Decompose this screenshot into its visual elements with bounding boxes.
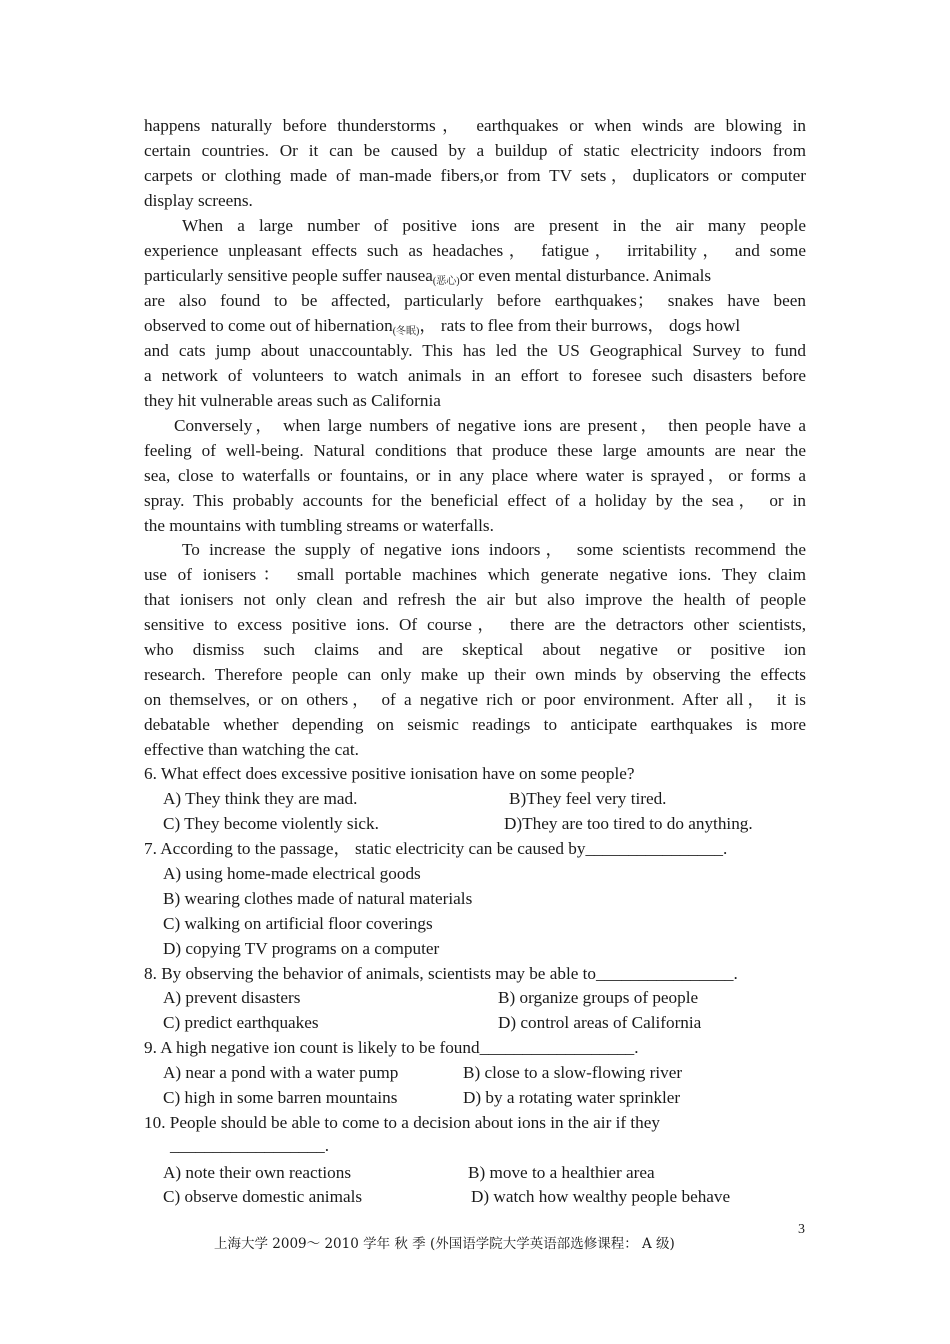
- option-b: B)They feel very tired.: [509, 789, 667, 808]
- option-a: A) note their own reactions: [163, 1163, 352, 1182]
- text: observed to come out of hibernation: [144, 316, 393, 335]
- gloss-hibernation: (冬眠): [392, 326, 420, 337]
- passage-line: To increase the supply of negative ions indoors， some scientists recommend the: [182, 540, 806, 559]
- option-c: C) high in some barren mountains: [163, 1088, 398, 1107]
- passage-line: sensitive to excess positive ions. Of course， there are the detractors other scientists,: [144, 615, 806, 634]
- option-d: D) control areas of California: [498, 1013, 702, 1032]
- text: or even mental disturbance. Animals: [459, 266, 712, 285]
- answer-blank: __________________.: [170, 1136, 329, 1155]
- option-b: B) wearing clothes made of natural materials: [163, 889, 473, 908]
- passage-line: spray. This probably accounts for the beneficial effect of a holiday by the sea， or in: [144, 491, 806, 510]
- passage-line: are also found to be affected, particularly before earthquakes； snakes have been: [144, 291, 806, 310]
- option-a: A) prevent disasters: [163, 988, 301, 1007]
- passage-line: display screens.: [144, 191, 253, 210]
- question-stem: 10. People should be able to come to a decision about ions in the air if they: [144, 1113, 660, 1132]
- question-stem: 6. What effect does excessive positive ionisation have on some people?: [144, 764, 635, 783]
- option-d: D)They are too tired to do anything.: [504, 814, 753, 833]
- option-b: B) organize groups of people: [498, 988, 699, 1007]
- passage-line: feeling of well-being. Natural conditions that produce these large amounts are near the: [144, 441, 806, 460]
- passage-line: Conversely， when large numbers of negative ions are present， then people have a: [174, 416, 806, 435]
- footer-course-info: 上海大学 2009～ 2010 学年 秋 季 (外国语学院大学英语部选修课程： A 级): [214, 1236, 675, 1252]
- gloss-nausea: (恶心): [432, 276, 460, 287]
- text: particularly sensitive people suffer nausea: [144, 266, 433, 285]
- passage-line: research. Therefore people can only make up their own minds by observing the effects: [144, 665, 806, 684]
- option-d: D) watch how wealthy people behave: [471, 1187, 731, 1206]
- question-stem: 9. A high negative ion count is likely to be found__________________.: [144, 1038, 639, 1057]
- page-number: 3: [798, 1222, 805, 1237]
- question-stem: 7. According to the passage， static electricity can be caused by________________.: [144, 839, 728, 858]
- passage-line: When a large number of positive ions are present in the air many people: [182, 216, 806, 235]
- passage-line: happens naturally before thunderstorms， earthquakes or when winds are blowing in: [144, 116, 806, 135]
- passage-line: that ionisers not only clean and refresh the air but also improve the health of people: [144, 590, 806, 609]
- passage-line: sea, close to waterfalls or fountains, or in any place where water is sprayed，or forms a: [144, 466, 806, 485]
- option-c: C) observe domestic animals: [163, 1187, 363, 1206]
- option-c: C) They become violently sick.: [163, 814, 379, 833]
- passage-line: debatable whether depending on seismic readings to anticipate earthquakes is more: [144, 715, 806, 734]
- option-b: B) move to a healthier area: [468, 1163, 655, 1182]
- option-a: A) They think they are mad.: [163, 789, 358, 808]
- passage-line: who dismiss such claims and are skeptical about negative or positive ion: [144, 640, 806, 659]
- passage-line: a network of volunteers to watch animals in an effort to foresee such disasters before: [144, 366, 806, 385]
- passage-line: the mountains with tumbling streams or waterfalls.: [144, 516, 494, 535]
- option-b: B) close to a slow-flowing river: [463, 1063, 683, 1082]
- passage-line: carpets or clothing made of man-made fibers,or from TV sets，duplicators or computer: [144, 166, 806, 185]
- option-d: D) copying TV programs on a computer: [163, 939, 440, 958]
- option-c: C) predict earthquakes: [163, 1013, 319, 1032]
- option-a: A) using home-made electrical goods: [163, 864, 421, 883]
- passage-line: certain countries. Or it can be caused by a buildup of static electricity indoors from: [144, 141, 806, 160]
- passage-line: experience unpleasant effects such as headaches， fatigue， irritability， and some: [144, 241, 806, 260]
- passage-line: on themselves, or on others， of a negative rich or poor environment. After all， it is: [144, 690, 806, 709]
- text: ， rats to flee from their burrows， dogs howl: [419, 316, 741, 335]
- passage-line: and cats jump about unaccountably. This has led the US Geographical Survey to fund: [144, 341, 806, 360]
- question-stem: 8. By observing the behavior of animals, scientists may be able to________________.: [144, 964, 738, 983]
- passage-line: effective than watching the cat.: [144, 740, 359, 759]
- option-a: A) near a pond with a water pump: [163, 1063, 399, 1082]
- option-c: C) walking on artificial floor coverings: [163, 914, 433, 933]
- passage-line: use of ionisers： small portable machines which generate negative ions. They claim: [144, 565, 806, 584]
- passage-line: they hit vulnerable areas such as California: [144, 391, 441, 410]
- option-d: D) by a rotating water sprinkler: [463, 1088, 681, 1107]
